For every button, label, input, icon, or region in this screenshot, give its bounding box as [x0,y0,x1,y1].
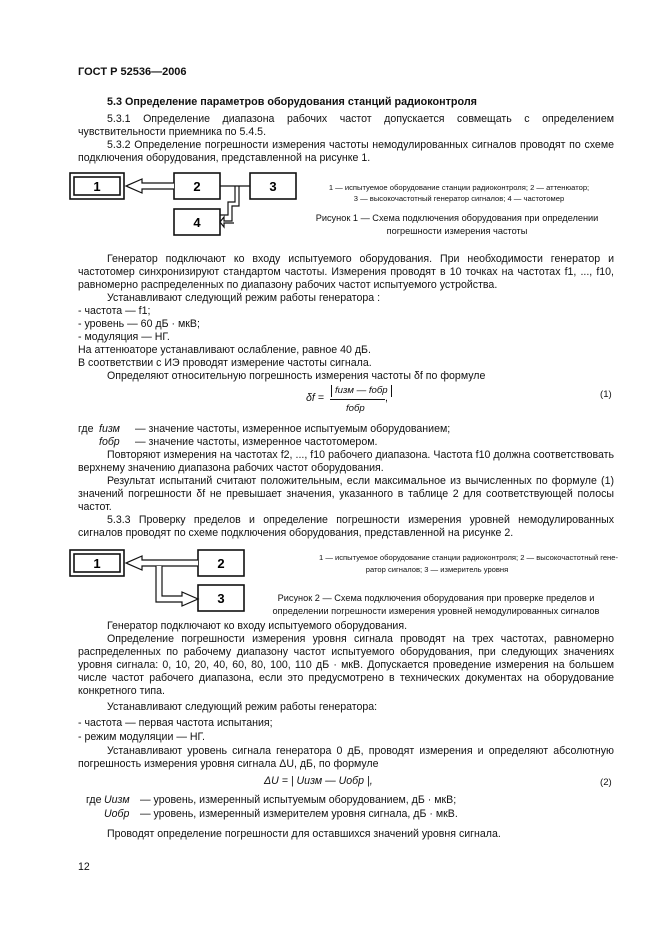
mode-item-2: - уровень — 60 дБ · мкВ; [78,318,200,330]
paragraph-generator-2: Генератор подключают ко входу испытуемого оборудования. [107,620,408,632]
fig1-label-3: 3 [269,179,277,194]
where2-prefix: где [86,794,102,806]
mode-item-1: - частота — f1; [78,305,151,317]
paragraph-mode-2: Устанавливают следующий режим работы генератора: [107,701,378,713]
section-title: 5.3 Определение параметров оборудования станций радиоконтроля [107,96,477,108]
paragraph-5-3-2: 5.3.2 Определение погрешности измерения частоты немодулированных сигналов проводят по схеме подключения оборудования, представленной на рисунке 1. [78,139,614,164]
fig2-caption-line-1: Рисунок 2 — Схема подключения оборудования при проверке пределов и [277,593,595,603]
eq1-comma: , [385,392,388,404]
where1-sym-1: fизм [99,423,120,435]
where2-text-2: — уровень, измеренный измерителем уровня сигнала, дБ · мкВ. [140,808,458,820]
eq2-number: (2) [600,777,612,788]
where2-sym-2: Uобр [104,808,130,820]
mode2-item-2: - режим модуляции — НГ. [78,731,205,743]
document-header: ГОСТ Р 52536—2006 [78,66,187,78]
where1-text-1: — значение частоты, измеренное испытуемым оборудованием; [135,423,451,435]
paragraph-5-3-1: 5.3.1 Определение диапазона рабочих частот допускается совмещать с определением чувствительности приемника по 5.4.5. [78,113,614,138]
where1-prefix: где [78,423,94,435]
fig2-label-3: 3 [217,591,225,606]
fig1-caption-line-1: Рисунок 1 — Схема подключения оборудования при определении [315,213,599,223]
eq1-number: (1) [600,389,612,400]
paragraph-relative-error: Определяют относительную погрешность измерения частоты δf по формуле [107,370,486,382]
fig1-label-2: 2 [193,179,201,194]
figure-2-diagram [68,543,248,613]
fig1-label-1: 1 [93,179,101,194]
paragraph-level: Определение погрешности измерения уровня сигнала проводят на трех частотах, равномерно распределенных по рабочему диапазону частот испытуемого оборудования, при следующих значениях уровня сигнала: 0, 10, 20, 40, 60, 80, 100, 110 дБ · мкВ. Допускается проведение измерения на большем числе частот рабочего диапазона, если это предусмотрено в технических документах на оборудование конкретного типа. [78,633,614,697]
paragraph-result: Результат испытаний считают положительным, если максимальное из вычисленных по формуле (1) значений погрешности δf не превышает значения, указанного в таблице 2 для соответствующей полосы частот. [78,475,614,513]
eq1-numerator: fизм — fобр [331,385,392,397]
fig1-legend-line-2: 3 — высокочастотный генератор сигналов; 4 — частотомер [353,194,565,203]
fig2-legend-line-1: 1 — испытуемое оборудование станции радиоконтроля; 2 — высокочастотный гене- [318,553,618,562]
paragraph-repeat: Повторяют измерения на частотах f2, ..., f10 рабочего диапазона. Частота f10 должна соответствовать верхнему значению диапазона рабочих частот оборудования. [78,449,614,474]
eq1-denominator: fобр [346,403,365,414]
eq2-formula: ΔU = | Uизм — Uобр |, [264,775,373,787]
fig2-label-1: 1 [93,556,101,571]
eq1-lhs: δf = [306,392,324,404]
paragraph-set-level: Устанавливают уровень сигнала генератора 0 дБ, проводят измерения и определяют абсолютную погрешность измерения уровня сигнала ΔU, дБ, по формуле [78,745,614,770]
figure-1-diagram [68,166,308,240]
where1-sym-2: fобр [99,436,120,448]
fig1-label-4: 4 [193,215,201,230]
where1-text-2: — значение частоты, измеренное частотомером. [135,436,378,448]
paragraph-generator-1: Генератор подключают ко входу испытуемого оборудования. При необходимости генератор и частотомер синхронизируют стандартом частоты. Измерения проводят в 10 точках на частотах f1, ..., f10, равномерно распределенных по диапазону рабочих частот испытуемого устройства. [78,253,614,291]
where2-text-1: — уровень, измеренный испытуемым оборудованием, дБ · мкВ; [140,794,457,806]
fig2-legend-line-2: ратор сигналов; 3 — измеритель уровня [365,565,509,574]
paragraph-mode: Устанавливают следующий режим работы генератора : [107,292,381,304]
fig2-caption-line-2: определении погрешности измерения уровней немодулированных сигналов [272,606,600,616]
page-number: 12 [78,861,90,873]
mode2-item-1: - частота — первая частота испытания; [78,717,273,729]
fig1-caption-line-2: погрешности измерения частоты [386,226,528,236]
mode-item-3: - модуляция — НГ. [78,331,170,343]
paragraph-5-3-3: 5.3.3 Проверку пределов и определение погрешности измерения уровней немодулированных сигналов проводят по схеме подключения оборудования, представленной на рисунке 2. [78,514,614,539]
paragraph-ie: В соответствии с ИЭ проводят измерение частоты сигнала. [78,357,372,369]
where2-sym-1: Uизм [104,794,130,806]
fig1-legend-line-1: 1 — испытуемое оборудование станции радиоконтроля; 2 — аттенюатор; [328,183,590,192]
eq1-fraction-bar [330,399,385,400]
fig2-label-2: 2 [217,556,225,571]
paragraph-last: Проводят определение погрешности для оставшихся значений уровня сигнала. [107,828,501,840]
paragraph-attenuator: На аттенюаторе устанавливают ослабление, равное 40 дБ. [78,344,371,356]
